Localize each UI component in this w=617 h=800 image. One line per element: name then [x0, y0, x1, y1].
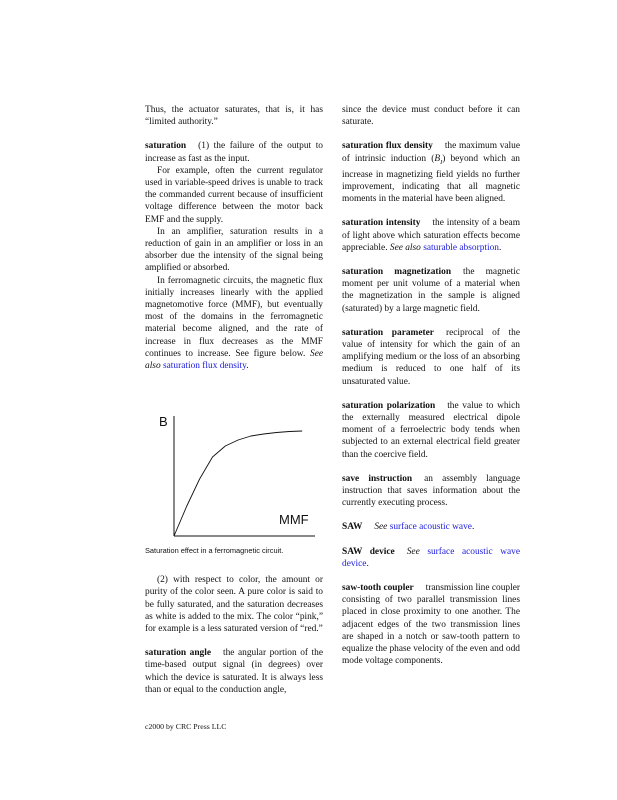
- left-column: [145, 104, 323, 696]
- paragraph: For example, often the current regulator used in variable-speed drives is unable to track the commanded current because of insufficient voltage difference between the motor back EMF and the supply.: [145, 165, 323, 225]
- entry-term: SAW device: [342, 546, 395, 557]
- link-saturation-flux-density[interactable]: saturation flux density: [162, 361, 247, 372]
- entry-term: saturation intensity: [342, 218, 421, 229]
- period: .: [498, 242, 502, 253]
- entry-term: saturation magnetization: [342, 266, 452, 277]
- entry-definition: the value to which the externally measured electrical dipole moment of a ferroelectric body tends when subjected to an external electrical field greater than the coercive field.: [342, 400, 520, 460]
- paragraph: In an amplifier, saturation results in a reduction of gain in an amplifier or loss in an absorber due the intensity of the signal being amplified or absorbed.: [145, 226, 323, 274]
- entry-term: SAW: [342, 522, 363, 533]
- copyright-footer: c2000 by CRC Press LLC: [145, 722, 227, 731]
- entry-term: saturation angle: [145, 648, 212, 659]
- figure-caption: Saturation effect in a ferromagnetic circuit.: [145, 546, 284, 556]
- symbol-subscript: I: [440, 158, 443, 166]
- right-column: [342, 104, 520, 667]
- entry-term: saturation: [145, 141, 187, 152]
- entry-term: saw-tooth coupler: [342, 582, 414, 593]
- see-label: See: [374, 522, 388, 533]
- paragraph: [145, 275, 323, 373]
- see-also-label: See also: [389, 242, 421, 253]
- continuation-paragraph: Thus, the actuator saturates, that is, it has “limited authority.”: [145, 105, 323, 128]
- entry-saturation-magnetization: [342, 266, 520, 315]
- entry-definition: the angular portion of the time-based output signal (in degrees) over which the device is saturated. It is always less than or equal to the conduction angle,: [145, 648, 323, 695]
- paragraph: (2) with respect to color, the amount or purity of the color seen. A pure color is said to be fully saturated, and the saturation decreases as white is added to the mix. The color “pink,” for example is a less saturated version of “red.”: [145, 575, 323, 635]
- entry-saw: [342, 521, 520, 533]
- see-label: See: [406, 546, 420, 557]
- link-saturable-absorption[interactable]: saturable absorption: [423, 242, 499, 253]
- entry-saturation-angle: [145, 647, 323, 696]
- symbol-b: B: [434, 153, 441, 164]
- saturation-figure: [145, 394, 323, 542]
- entry-saw-device: [342, 546, 520, 570]
- entry-term: saturation flux density: [342, 141, 433, 152]
- see-also-label: See also: [145, 348, 324, 372]
- entry-saturation-flux-density: [342, 140, 520, 205]
- entry-term: saturation polarization: [342, 400, 436, 411]
- y-axis-label: B: [159, 414, 168, 430]
- entry-saw-tooth-coupler: [342, 582, 520, 667]
- link-surface-acoustic-wave[interactable]: surface acoustic wave: [389, 522, 472, 533]
- entry-saturation-polarization: [342, 400, 520, 461]
- entry-saturation-intensity: [342, 217, 520, 254]
- continuation-paragraph: since the device must conduct before it can saturate.: [342, 105, 520, 128]
- entry-definition: the magnetic moment per unit volume of a material when the magnetization in the sample is aligned (saturated) by a large magnetic field.: [342, 266, 520, 314]
- entry-definition: the maximum value of intrinsic induction (: [342, 141, 520, 164]
- x-axis-label: MMF: [279, 512, 309, 528]
- link-surface-acoustic-wave-device[interactable]: surface acoustic wave device: [342, 546, 521, 569]
- entry-saturation: [145, 140, 323, 164]
- entry-definition: transmission line coupler consisting of two parallel transmission lines placed in close proximity to one another. The adjacent edges of the two transmission lines are shaped in a notch or saw-tooth pattern to equalize the phase velocity of the even and odd mode voltage components.: [342, 582, 520, 667]
- entry-saturation-parameter: [342, 327, 520, 388]
- entry-term: save instruction: [342, 473, 413, 484]
- entry-term: saturation parameter: [342, 327, 434, 338]
- entry-definition: the intensity of a beam of light above which saturation effects become appreciable.: [342, 218, 520, 253]
- period: .: [246, 361, 249, 372]
- entry-definition: an assembly language instruction that saves information about the currently executing process.: [342, 473, 521, 509]
- entry-definition: (1) the failure of the output to increase as fast as the input.: [145, 141, 323, 164]
- period: .: [471, 522, 475, 533]
- entry-definition: reciprocal of the value of intensity for which the gain of an amplifying medium or the loss of an absorbing medium is reduced to one half of its unsaturated value.: [342, 327, 520, 387]
- period: .: [366, 558, 369, 569]
- paragraph-text: In ferromagnetic circuits, the magnetic flux initially increases linearly with the applied magnetomotive force (MMF), but eventually most of the domains in the ferromagnetic material become aligned, and the rate of increase in flux decreases as the MMF continues to increase. See figure below.: [145, 275, 323, 359]
- entry-definition: ) beyond which an increase in magnetizing field yields no further improvement, indicating that all magnetic moments in the material have been aligned.: [342, 153, 520, 205]
- entry-save-instruction: [342, 473, 520, 510]
